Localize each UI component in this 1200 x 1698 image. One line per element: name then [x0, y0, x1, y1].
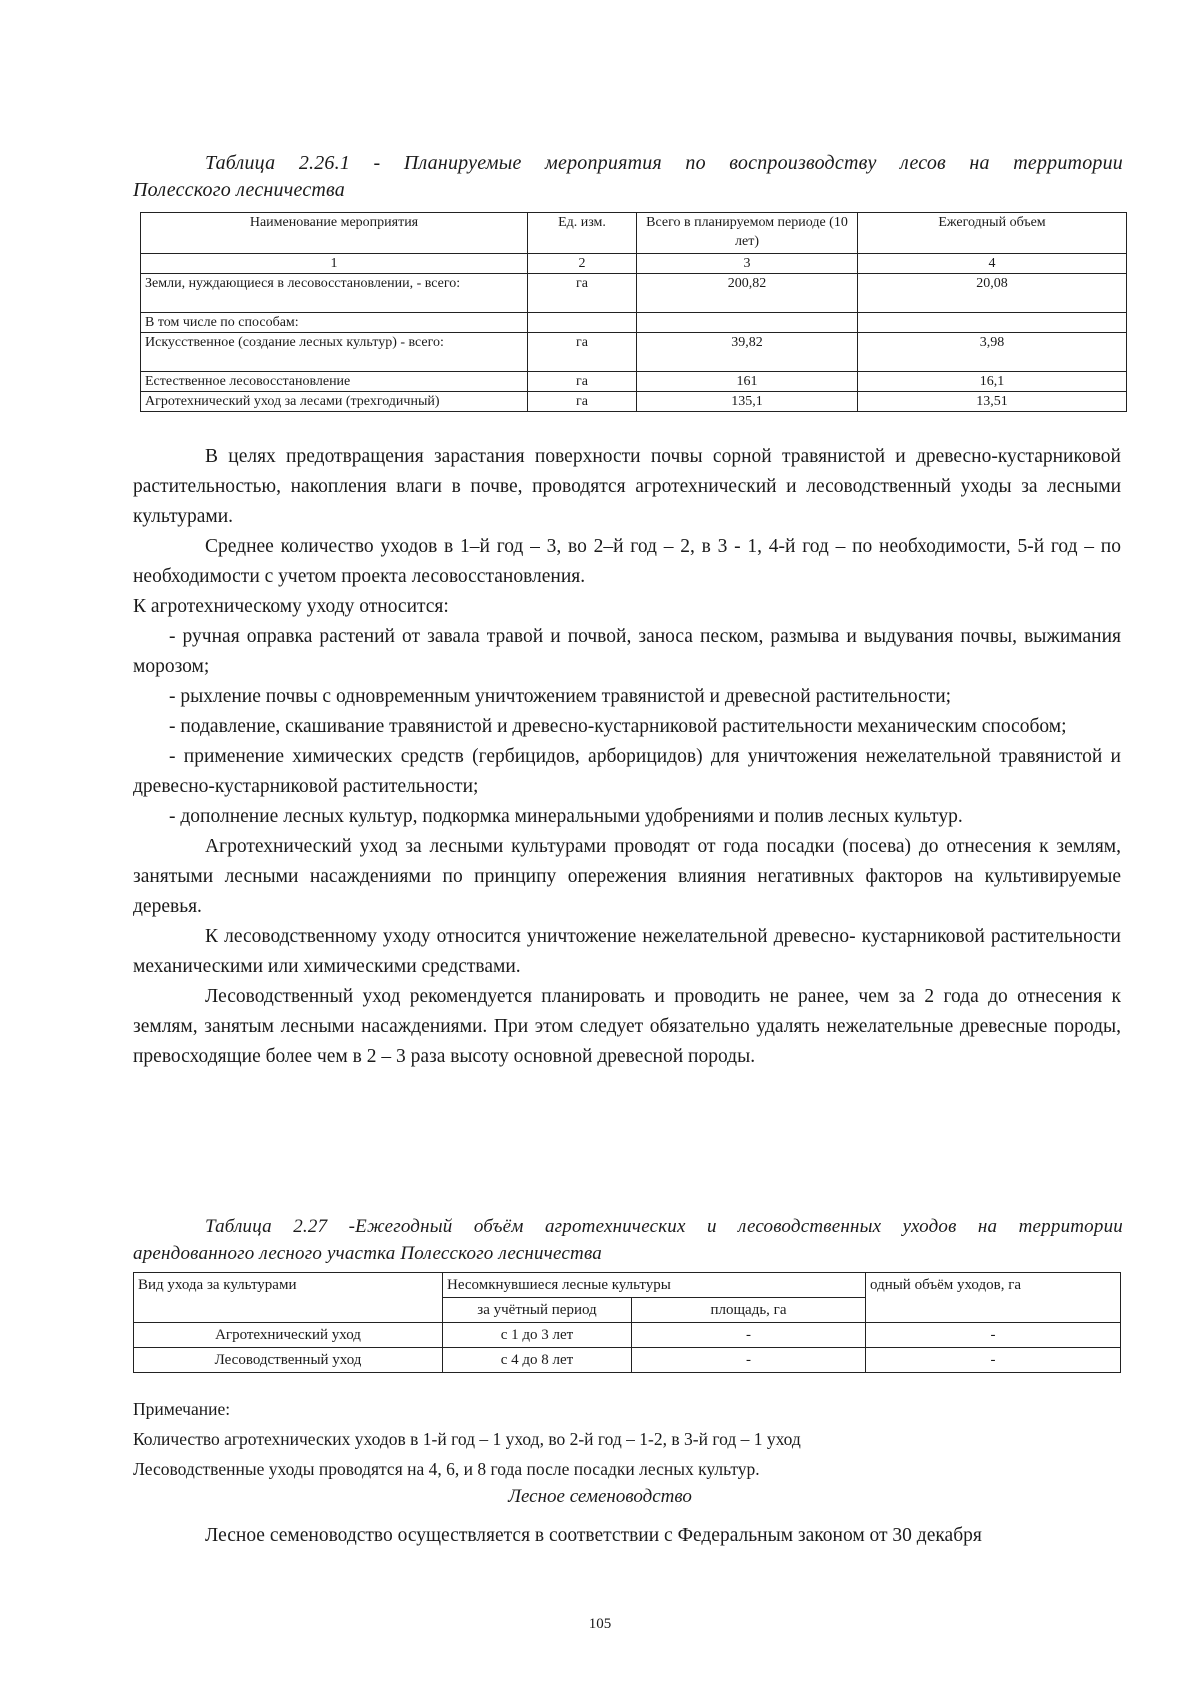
table-cell: Лесоводственный уход: [134, 1348, 443, 1373]
table2-caption: [133, 1213, 1123, 1267]
table-cell: Земли, нуждающиеся в лесовосстановлении, - всего:: [141, 274, 528, 313]
table-header-row: [141, 213, 1127, 254]
table1-caption-line1: Таблица 2.26.1 - Планируемые мероприятия по воспроизводству лесов на территории: [205, 152, 1123, 174]
table-header-cell: Всего в планируемом периоде (10 лет): [637, 213, 858, 254]
table-cell: 3,98: [858, 333, 1127, 372]
table2-caption-line2: арендованного лесного участка Полесского лесничества: [133, 1243, 602, 1264]
section-title: Лесное семеноводство: [508, 1486, 692, 1507]
note-line: Лесоводственные уходы проводятся на 4, 6, и 8 года после посадки лесных культур.: [133, 1459, 760, 1479]
paragraph: Лесное семеноводство осуществляется в соответствии с Федеральным законом от 30 декабря: [205, 1525, 982, 1546]
table1-caption-line2: Полесского лесничества: [133, 179, 345, 201]
table-cell: Агротехнический уход за лесами (трехгодичный): [141, 392, 528, 412]
list-item: - применение химических средств (гербицидов, арборицидов) для уничтожения нежелательной травянистой и древесно-кустарниковой растительности;: [133, 746, 1121, 797]
table-cell: с 1 до 3 лет: [443, 1323, 632, 1348]
table-header-cell: Несомкнувшиеся лесные культуры: [443, 1273, 866, 1298]
table-note: [133, 1394, 1121, 1484]
table-cell: 13,51: [858, 392, 1127, 412]
note-title: Примечание:: [133, 1399, 231, 1419]
paragraph: Лесоводственный уход рекомендуется планировать и проводить не ранее, чем за 2 года до отнесения к землям, занятым лесными насаждениями. При этом следует обязательно удалять нежелательные древесные породы, превосходящие более чем в 2 – 3 раза высоту основной древесной породы.: [133, 986, 1121, 1067]
list-item: - дополнение лесных культур, подкормка минеральными удобрениями и полив лесных культур.: [169, 806, 963, 827]
table-header-cell: Вид ухода за культурами: [134, 1273, 443, 1323]
table-cell: 200,82: [637, 274, 858, 313]
paragraph: Агротехнический уход за лесными культурами проводят от года посадки (посева) до отнесения к землям, занятыми лесными насаждениями по принципу опережения влияния негативных факторов на культивируемые деревья.: [133, 836, 1121, 917]
list-item: - ручная оправка растений от завала травой и почвой, заноса песком, размыва и выдувания почвы, выжимания морозом;: [133, 626, 1121, 677]
table-row: [141, 274, 1127, 313]
table1-caption: [133, 150, 1123, 204]
table-header-cell: Наименование мероприятия: [141, 213, 528, 254]
table-cell: [858, 313, 1127, 333]
table2-caption-line1: Таблица 2.27 -Ежегодный объём агротехнических и лесоводственных уходов на территории: [205, 1216, 1123, 1237]
paragraph: В целях предотвращения зарастания поверхности почвы сорной травянистой и древесно-кустарниковой растительностью, накопления влаги в почве, проводятся агротехнический и лесоводственный уходы за лесными культурами.: [133, 446, 1121, 527]
last-paragraph: [133, 1521, 1121, 1551]
body-text: [133, 442, 1121, 1072]
reforestation-table: [140, 212, 1127, 412]
table-cell: 161: [637, 372, 858, 392]
table-cell: га: [528, 392, 637, 412]
list-item: - подавление, скашивание травянистой и древесно-кустарниковой растительности механическим способом;: [169, 716, 1067, 737]
table-cell: 16,1: [858, 372, 1127, 392]
table-row: [141, 392, 1127, 412]
table-row: [134, 1323, 1121, 1348]
table-cell: га: [528, 372, 637, 392]
table-header-cell: Ед. изм.: [528, 213, 637, 254]
table-header-cell: одный объём уходов, га: [866, 1273, 1121, 1323]
table-cell: га: [528, 274, 637, 313]
table-cell: Искусственное (создание лесных культур) - всего:: [141, 333, 528, 372]
table-column-number-row: [141, 254, 1127, 274]
care-volume-table: [133, 1272, 1121, 1373]
table-cell: Агротехнический уход: [134, 1323, 443, 1348]
table-cell: 135,1: [637, 392, 858, 412]
table-row: [134, 1348, 1121, 1373]
table-cell: -: [632, 1348, 866, 1373]
table-cell: -: [866, 1348, 1121, 1373]
note-line: Количество агротехнических уходов в 1-й год – 1 уход, во 2-й год – 1-2, в 3-й год – 1 уход: [133, 1429, 801, 1449]
paragraph: К лесоводственному уходу относится уничтожение нежелательной древесно- кустарниковой растительности механическими или химическими средствами.: [133, 926, 1121, 977]
table-cell: с 4 до 8 лет: [443, 1348, 632, 1373]
table-row: [141, 313, 1127, 333]
table-cell: Естественное лесовосстановление: [141, 372, 528, 392]
table-cell: -: [866, 1323, 1121, 1348]
table-cell: [637, 313, 858, 333]
table-row: [141, 333, 1127, 372]
table-header-cell: площадь, га: [632, 1298, 866, 1323]
table-cell: 2: [528, 254, 637, 274]
table-header-row: [134, 1273, 1121, 1298]
paragraph: Среднее количество уходов в 1–й год – 3, во 2–й год – 2, в 3 - 1, 4-й год – по необходимости, 5-й год – по необходимости с учетом проекта лесовосстановления.: [133, 536, 1121, 587]
table-cell: 1: [141, 254, 528, 274]
table-cell: 3: [637, 254, 858, 274]
table-cell: 39,82: [637, 333, 858, 372]
paragraph: К агротехническому уходу относится:: [133, 596, 449, 617]
table-cell: -: [632, 1323, 866, 1348]
list-item: - рыхление почвы с одновременным уничтожением травянистой и древесной растительности;: [169, 686, 952, 707]
page-number: 105: [588, 1616, 612, 1632]
table-cell: В том числе по способам:: [141, 313, 528, 333]
table-cell: 20,08: [858, 274, 1127, 313]
table-row: [141, 372, 1127, 392]
table-header-cell: за учётный период: [443, 1298, 632, 1323]
table-cell: 4: [858, 254, 1127, 274]
table-cell: [528, 313, 637, 333]
table-cell: га: [528, 333, 637, 372]
table-header-cell: Ежегодный объем: [858, 213, 1127, 254]
